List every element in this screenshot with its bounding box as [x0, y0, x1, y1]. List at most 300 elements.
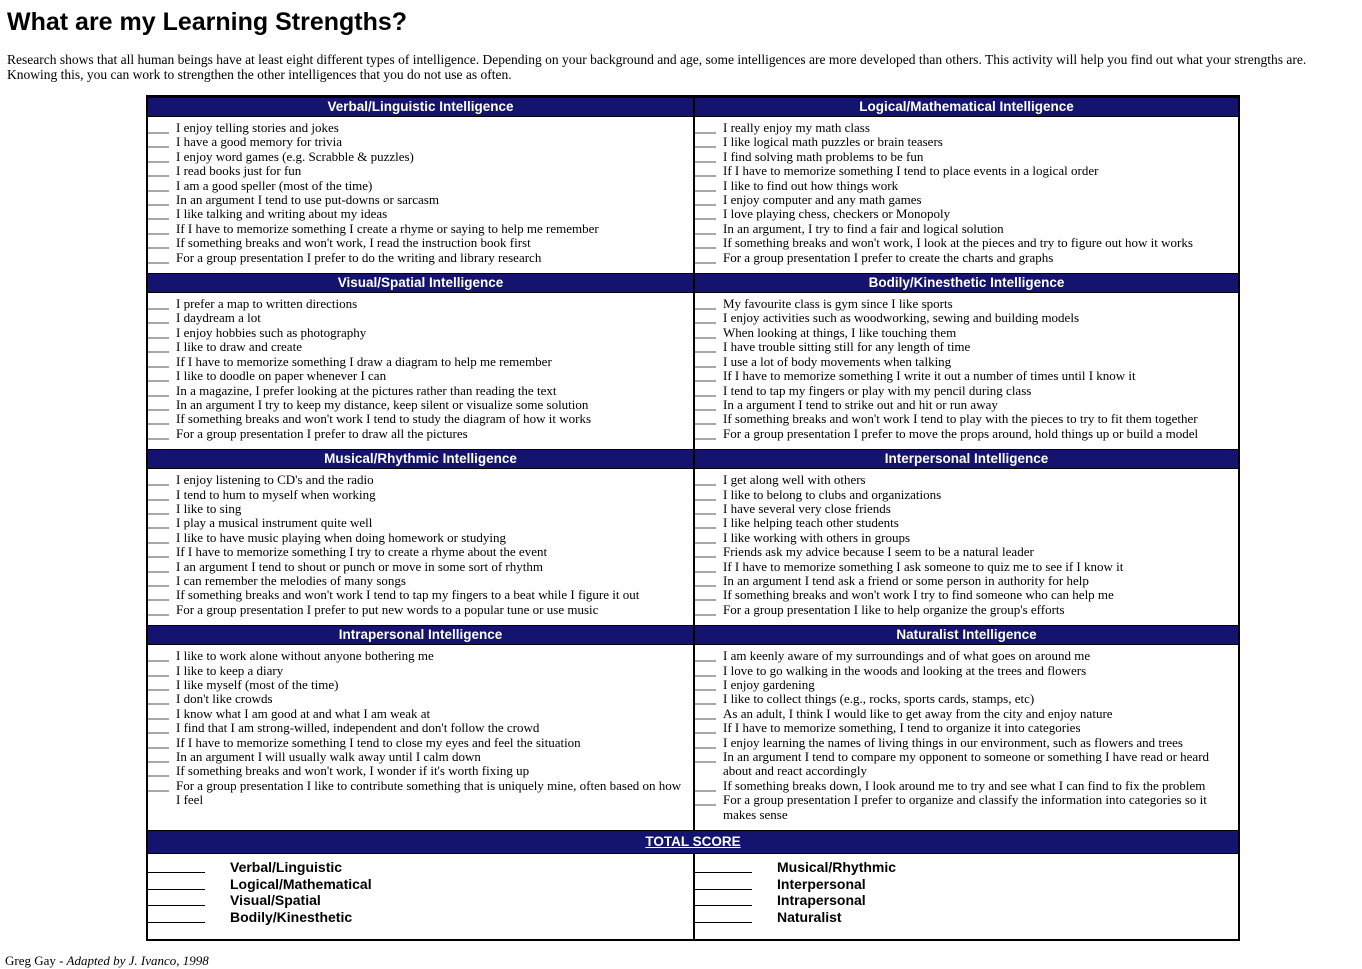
checklist-item: [148, 502, 693, 516]
checklist-item: [148, 251, 693, 265]
total-entry-label: Visual/Spatial: [230, 892, 321, 909]
answer-blank-line: [148, 502, 169, 515]
checklist-item-text: If I have to memorize something I try to create a rhyme about the event: [176, 544, 548, 560]
checklist-item: [695, 222, 1238, 236]
checklist-item: [148, 603, 693, 617]
checklist-item: [148, 193, 693, 207]
answer-blank-line: [148, 678, 169, 691]
answer-blank-line: [148, 311, 169, 324]
checklist-item: [695, 135, 1238, 149]
total-entry-label: Naturalist: [777, 908, 842, 925]
checklist-item: [148, 588, 693, 602]
checklist-item-text: If I have to memorize something I create a rhyme or saying to help me remember: [176, 220, 599, 236]
answer-blank-line: [148, 427, 169, 440]
answer-blank-line: [148, 297, 169, 310]
total-blank-line: [695, 892, 752, 906]
checklist-item: [695, 193, 1238, 207]
total-entry: [695, 859, 1238, 876]
answer-blank-line: [695, 340, 716, 353]
checklist-item: [148, 355, 693, 369]
checklist-item-text: If I have to memorize something I write it out a number of times until I know it: [723, 368, 1136, 384]
checklist-item-text: For a group presentation I like to contribute something that is uniquely mine, often based on how I feel: [176, 777, 682, 808]
section-header: Intrapersonal Intelligence: [148, 625, 693, 645]
answer-blank-line: [695, 649, 716, 662]
total-blank-line: [148, 876, 205, 890]
answer-blank-line: [695, 603, 716, 616]
checklist-item-text: When looking at things, I like touching them: [723, 324, 957, 340]
checklist-item: [695, 164, 1238, 178]
answer-blank-line: [695, 164, 716, 177]
footer-credit: [5, 953, 1362, 969]
intro-text: Research shows that all human beings have at least eight different types of intelligence. Depending on your background and age, some intelligences are more developed than others. This activity will help you find out what your strengths are. Knowing this, you can work to strengthen the other intelligences that you do not use as often.: [7, 52, 1307, 82]
answer-blank-line: [695, 707, 716, 720]
checklist-item: [148, 236, 693, 250]
answer-blank-line: [148, 664, 169, 677]
answer-blank-line: [148, 603, 169, 616]
checklist: [695, 649, 1238, 822]
checklist-item: [148, 369, 693, 383]
answer-blank-line: [148, 721, 169, 734]
checklist-item-text: I get along well with others: [723, 472, 866, 488]
answer-blank-line: [148, 222, 169, 235]
answer-blank-line: [148, 251, 169, 264]
answer-blank-line: [695, 150, 716, 163]
answer-blank-line: [695, 736, 716, 749]
checklist-item: [695, 251, 1238, 265]
answer-blank-line: [695, 473, 716, 486]
checklist-item: [695, 736, 1238, 750]
checklist-item: [148, 340, 693, 354]
section-row: [148, 625, 1238, 830]
checklist-item-text: I like logical math puzzles or brain teasers: [723, 134, 943, 150]
checklist-item-text: I read books just for fun: [176, 163, 302, 179]
answer-blank-line: [695, 193, 716, 206]
checklist-item-text: I like to collect things (e.g., rocks, sports cards, stamps, etc): [723, 691, 1035, 707]
checklist-item-text: I an argument I tend to shout or punch or move in some sort of rhythm: [176, 558, 543, 574]
checklist-item: [695, 721, 1238, 735]
checklist-item-text: I can remember the melodies of many songs: [176, 572, 406, 588]
checklist-item: [695, 560, 1238, 574]
answer-blank-line: [695, 779, 716, 792]
checklist-item: [695, 207, 1238, 221]
checklist-item-text: In a magazine, I prefer looking at the pictures rather than reading the text: [176, 382, 557, 398]
checklist-item: [148, 707, 693, 721]
answer-blank-line: [148, 164, 169, 177]
checklist-item-text: I play a musical instrument quite well: [176, 515, 373, 531]
checklist-item: [148, 398, 693, 412]
section-cell: [148, 625, 693, 830]
total-entry: [148, 876, 693, 893]
sections-container: [148, 97, 1238, 830]
checklist-item: [695, 516, 1238, 530]
section-cell: [148, 449, 693, 625]
answer-blank-line: [695, 488, 716, 501]
checklist-item-text: For a group presentation I prefer to draw all the pictures: [176, 425, 468, 441]
checklist-item: [695, 326, 1238, 340]
section-header: Verbal/Linguistic Intelligence: [148, 97, 693, 117]
checklist-item-text: I tend to hum to myself when working: [176, 486, 376, 502]
total-blank-line: [148, 859, 205, 873]
total-blank-line: [695, 876, 752, 890]
checklist-item-text: I like to doodle on paper whenever I can: [176, 368, 387, 384]
checklist-item-text: I know what I am good at and what I am weak at: [176, 705, 431, 721]
checklist-item-text: For a group presentation I prefer to move the props around, hold things up or build a model: [723, 425, 1199, 441]
answer-blank-line: [695, 251, 716, 264]
checklist-item-text: In an argument I try to keep my distance, keep silent or visualize some solution: [176, 396, 589, 412]
checklist-item: [695, 588, 1238, 602]
section-cell: [693, 97, 1238, 273]
total-entry: [695, 909, 1238, 926]
checklist-item-text: In an argument I will usually walk away until I calm down: [176, 749, 481, 765]
total-score-column: [148, 854, 693, 939]
checklist-item: [148, 412, 693, 426]
checklist-item-text: If something breaks and won't work I tend to play with the pieces to try to fit them together: [723, 411, 1198, 427]
answer-blank-line: [695, 369, 716, 382]
checklist-item: [148, 164, 693, 178]
checklist-item: [695, 369, 1238, 383]
checklist-item-text: For a group presentation I prefer to organize and classify the information into categories so it makes sense: [723, 792, 1207, 822]
checklist-item: [148, 516, 693, 530]
total-blank-line: [148, 892, 205, 906]
checklist-item-text: I daydream a lot: [176, 310, 261, 326]
checklist-item: [148, 179, 693, 193]
checklist-item: [695, 121, 1238, 135]
answer-blank-line: [148, 488, 169, 501]
checklist-item: [695, 412, 1238, 426]
page-title: What are my Learning Strengths?: [7, 8, 408, 36]
total-score-column: [693, 854, 1238, 939]
answer-blank-line: [148, 560, 169, 573]
checklist-item: [148, 545, 693, 559]
checklist-item-text: If I have to memorize something I tend to place events in a logical order: [723, 163, 1099, 179]
section-header: Bodily/Kinesthetic Intelligence: [695, 273, 1238, 293]
checklist-item-text: If something breaks and won't work I try to find someone who can help me: [723, 587, 1114, 603]
section-cell: [148, 97, 693, 273]
checklist-item-text: I enjoy hobbies such as photography: [176, 324, 367, 340]
checklist-item: [695, 545, 1238, 559]
section-cell: [693, 273, 1238, 449]
section-header: Musical/Rhythmic Intelligence: [148, 449, 693, 469]
checklist-item-text: I enjoy telling stories and jokes: [176, 120, 339, 135]
checklist-item: [695, 793, 1238, 822]
checklist-item-text: In a argument I tend to strike out and hit or run away: [723, 396, 998, 412]
total-score-area: [148, 854, 1238, 939]
answer-blank-line: [148, 764, 169, 777]
checklist-item: [148, 531, 693, 545]
checklist-item: [148, 150, 693, 164]
answer-blank-line: [148, 779, 169, 792]
total-entry-label: Verbal/Linguistic: [230, 859, 343, 876]
answer-blank-line: [148, 736, 169, 749]
checklist-item: [695, 384, 1238, 398]
checklist: [148, 297, 693, 441]
answer-blank-line: [148, 207, 169, 220]
total-entry-label: Intrapersonal: [777, 892, 866, 909]
total-blank-line: [695, 909, 752, 923]
answer-blank-line: [148, 150, 169, 163]
answer-blank-line: [695, 750, 716, 763]
section-cell: [693, 625, 1238, 830]
answer-blank-line: [695, 531, 716, 544]
checklist-item: [695, 502, 1238, 516]
checklist-item: [695, 488, 1238, 502]
checklist-item: [148, 764, 693, 778]
checklist: [148, 121, 693, 265]
section-row: [148, 97, 1238, 273]
checklist-item-text: I find that I am strong-willed, independent and don't follow the crowd: [176, 720, 540, 736]
checklist-item-text: I tend to tap my fingers or play with my pencil during class: [723, 382, 1032, 398]
checklist-item: [695, 603, 1238, 617]
checklist-item: [148, 779, 693, 808]
checklist-item-text: My favourite class is gym since I like sports: [723, 296, 953, 312]
total-entry: [695, 876, 1238, 893]
checklist-item: [695, 236, 1238, 250]
checklist-item: [695, 311, 1238, 325]
answer-blank-line: [695, 545, 716, 558]
checklist-item-text: Friends ask my advice because I seem to be a natural leader: [723, 544, 1034, 560]
answer-blank-line: [695, 692, 716, 705]
checklist-item: [695, 355, 1238, 369]
total-entry-label: Bodily/Kinesthetic: [230, 908, 353, 925]
checklist-item: [148, 384, 693, 398]
answer-blank-line: [148, 193, 169, 206]
answer-blank-line: [148, 412, 169, 425]
checklist-item-text: I like myself (most of the time): [176, 677, 339, 692]
answer-blank-line: [148, 121, 169, 134]
answer-blank-line: [148, 750, 169, 763]
checklist-item-text: In an argument I tend to compare my opponent to someone or something I have read or heard about and react accordingly: [723, 749, 1210, 779]
section-header: Naturalist Intelligence: [695, 625, 1238, 645]
checklist-item-text: I find solving math problems to be fun: [723, 148, 924, 164]
answer-blank-line: [148, 574, 169, 587]
answer-blank-line: [695, 135, 716, 148]
checklist-item: [695, 297, 1238, 311]
checklist: [695, 297, 1238, 441]
checklist-item-text: If something breaks and won't work, I wonder if it's worth fixing up: [176, 763, 530, 779]
total-blank-line: [695, 859, 752, 873]
checklist-item: [148, 488, 693, 502]
answer-blank-line: [695, 412, 716, 425]
checklist-item: [148, 560, 693, 574]
answer-blank-line: [695, 297, 716, 310]
section-row: [148, 273, 1238, 449]
checklist-item: [695, 779, 1238, 793]
checklist-item: [148, 135, 693, 149]
checklist-item: [695, 398, 1238, 412]
answer-blank-line: [695, 560, 716, 573]
checklist-item: [148, 473, 693, 487]
total-entry-label: Interpersonal: [777, 875, 866, 892]
answer-blank-line: [148, 135, 169, 148]
checklist-item: [695, 664, 1238, 678]
checklist-item-text: If I have to memorize something, I tend to organize it into categories: [723, 720, 1081, 736]
checklist-item-text: If something breaks and won't work I tend to study the diagram of how it works: [176, 411, 592, 427]
checklist-item-text: I use a lot of body movements when talking: [723, 353, 952, 369]
checklist-item-text: If I have to memorize something I ask someone to quiz me to see if I know it: [723, 558, 1124, 574]
section-header: Visual/Spatial Intelligence: [148, 273, 693, 293]
checklist-item: [148, 736, 693, 750]
checklist-item: [695, 473, 1238, 487]
answer-blank-line: [148, 340, 169, 353]
checklist-item: [695, 340, 1238, 354]
worksheet-page: [0, 8, 1362, 969]
answer-blank-line: [148, 516, 169, 529]
checklist: [695, 473, 1238, 617]
total-score-heading: TOTAL SCORE: [645, 834, 741, 850]
total-entry-label: Musical/Rhythmic: [777, 859, 897, 876]
answer-blank-line: [695, 516, 716, 529]
checklist-item: [148, 207, 693, 221]
checklist-item-text: I enjoy gardening: [723, 677, 815, 692]
answer-blank-line: [148, 384, 169, 397]
checklist-item-text: I like to sing: [176, 500, 242, 516]
checklist-item-text: I have trouble sitting still for any length of time: [723, 339, 971, 355]
checklist-item-text: I don't like crowds: [176, 691, 273, 707]
total-entry: [148, 859, 693, 876]
answer-blank-line: [695, 326, 716, 339]
checklist-item: [695, 179, 1238, 193]
answer-blank-line: [148, 531, 169, 544]
checklist-item: [695, 150, 1238, 164]
answer-blank-line: [148, 179, 169, 192]
answer-blank-line: [148, 545, 169, 558]
answer-blank-line: [695, 179, 716, 192]
checklist-item-text: I like working with others in groups: [723, 529, 911, 545]
answer-blank-line: [695, 427, 716, 440]
section-cell: [693, 449, 1238, 625]
checklist-item-text: For a group presentation I prefer to create the charts and graphs: [723, 249, 1054, 265]
answer-blank-line: [148, 236, 169, 249]
checklist-item: [148, 297, 693, 311]
answer-blank-line: [148, 588, 169, 601]
checklist-item-text: I really enjoy my math class: [723, 120, 870, 135]
checklist-item: [695, 678, 1238, 692]
total-entry-label: Logical/Mathematical: [230, 875, 372, 892]
total-entry: [148, 909, 693, 926]
section-row: [148, 449, 1238, 625]
answer-blank-line: [695, 384, 716, 397]
checklist-item-text: In an argument I tend to use put-downs or sarcasm: [176, 192, 439, 208]
checklist-item-text: For a group presentation I prefer to put new words to a popular tune or use music: [176, 601, 599, 617]
checklist-item-text: I have a good memory for trivia: [176, 134, 343, 150]
checklist-item-text: If something breaks down, I look around me to try and see what I can find to fix the problem: [723, 777, 1206, 793]
answer-blank-line: [148, 649, 169, 662]
answer-blank-line: [695, 207, 716, 220]
checklist-item-text: If something breaks and won't work, I read the instruction book first: [176, 235, 531, 251]
answer-blank-line: [695, 236, 716, 249]
checklist-item-text: I enjoy computer and any math games: [723, 192, 922, 208]
checklist-item-text: If something breaks and won't work I tend to tap my fingers to a beat while I figure it out: [176, 587, 640, 603]
checklist-item-text: If something breaks and won't work, I look at the pieces and try to figure out how it works: [723, 235, 1193, 251]
checklist-item-text: If I have to memorize something I draw a diagram to help me remember: [176, 353, 552, 369]
checklist-item-text: I am a good speller (most of the time): [176, 177, 373, 193]
footer-adaptation: - Adapted by J. Ivanco, 1998: [59, 953, 209, 969]
checklist-item: [148, 664, 693, 678]
answer-blank-line: [695, 664, 716, 677]
checklist-item-text: I enjoy activities such as woodworking, sewing and building models: [723, 310, 1080, 326]
checklist-item: [148, 427, 693, 441]
total-score-bar: [148, 830, 1238, 854]
checklist-item-text: I like helping teach other students: [723, 515, 899, 531]
answer-blank-line: [148, 707, 169, 720]
quiz-table: [146, 95, 1240, 941]
answer-blank-line: [695, 588, 716, 601]
checklist-item-text: I prefer a map to written directions: [176, 296, 358, 312]
checklist-item-text: In an argument I tend ask a friend or some person in authority for help: [723, 572, 1089, 588]
checklist-item: [148, 692, 693, 706]
checklist-item: [148, 649, 693, 663]
checklist-item-text: I enjoy learning the names of living things in our environment, such as flowers and trees: [723, 734, 1183, 750]
checklist-item-text: I like to have music playing when doing homework or studying: [176, 529, 507, 545]
checklist-item-text: I like to keep a diary: [176, 662, 284, 678]
answer-blank-line: [695, 574, 716, 587]
checklist-item-text: I like to belong to clubs and organizations: [723, 486, 942, 502]
checklist-item-text: I enjoy word games (e.g. Scrabble & puzzles): [176, 148, 414, 164]
answer-blank-line: [695, 398, 716, 411]
answer-blank-line: [148, 369, 169, 382]
checklist-item: [148, 721, 693, 735]
checklist-item: [148, 326, 693, 340]
checklist-item: [695, 707, 1238, 721]
total-entry: [695, 892, 1238, 909]
checklist: [148, 473, 693, 617]
answer-blank-line: [695, 678, 716, 691]
checklist: [695, 121, 1238, 265]
checklist-item-text: In an argument, I try to find a fair and logical solution: [723, 220, 1004, 236]
checklist-item-text: I love playing chess, checkers or Monopoly: [723, 206, 951, 222]
checklist-item-text: I enjoy listening to CD's and the radio: [176, 472, 374, 488]
checklist-item: [148, 222, 693, 236]
section-header: Logical/Mathematical Intelligence: [695, 97, 1238, 117]
checklist-item-text: I like talking and writing about my ideas: [176, 206, 388, 222]
checklist-item: [695, 574, 1238, 588]
section-header: Interpersonal Intelligence: [695, 449, 1238, 469]
checklist-item-text: I like to work alone without anyone bothering me: [176, 648, 434, 664]
answer-blank-line: [695, 793, 716, 806]
checklist-item-text: For a group presentation I prefer to do the writing and library research: [176, 249, 542, 265]
checklist-item: [148, 311, 693, 325]
checklist: [148, 649, 693, 807]
checklist-item: [695, 427, 1238, 441]
total-entry: [148, 892, 693, 909]
checklist-item: [695, 531, 1238, 545]
checklist-item-text: For a group presentation I like to help organize the group's efforts: [723, 601, 1065, 617]
checklist-item: [148, 678, 693, 692]
footer-author: Greg Gay: [5, 953, 56, 969]
answer-blank-line: [695, 311, 716, 324]
checklist-item: [148, 574, 693, 588]
checklist-item: [148, 750, 693, 764]
answer-blank-line: [148, 398, 169, 411]
checklist-item-text: As an adult, I think I would like to get away from the city and enjoy nature: [723, 705, 1113, 721]
checklist-item-text: I have several very close friends: [723, 500, 891, 516]
checklist-item: [695, 750, 1238, 779]
answer-blank-line: [148, 326, 169, 339]
answer-blank-line: [695, 355, 716, 368]
checklist-item: [148, 121, 693, 135]
answer-blank-line: [695, 121, 716, 134]
answer-blank-line: [148, 355, 169, 368]
checklist-item: [695, 649, 1238, 663]
checklist-item-text: I like to draw and create: [176, 339, 302, 355]
checklist-item-text: I like to find out how things work: [723, 177, 899, 193]
answer-blank-line: [695, 222, 716, 235]
checklist-item-text: I love to go walking in the woods and looking at the trees and flowers: [723, 662, 1087, 678]
checklist-item-text: I am keenly aware of my surroundings and of what goes on around me: [723, 648, 1091, 664]
total-blank-line: [148, 909, 205, 923]
answer-blank-line: [148, 473, 169, 486]
checklist-item: [695, 692, 1238, 706]
